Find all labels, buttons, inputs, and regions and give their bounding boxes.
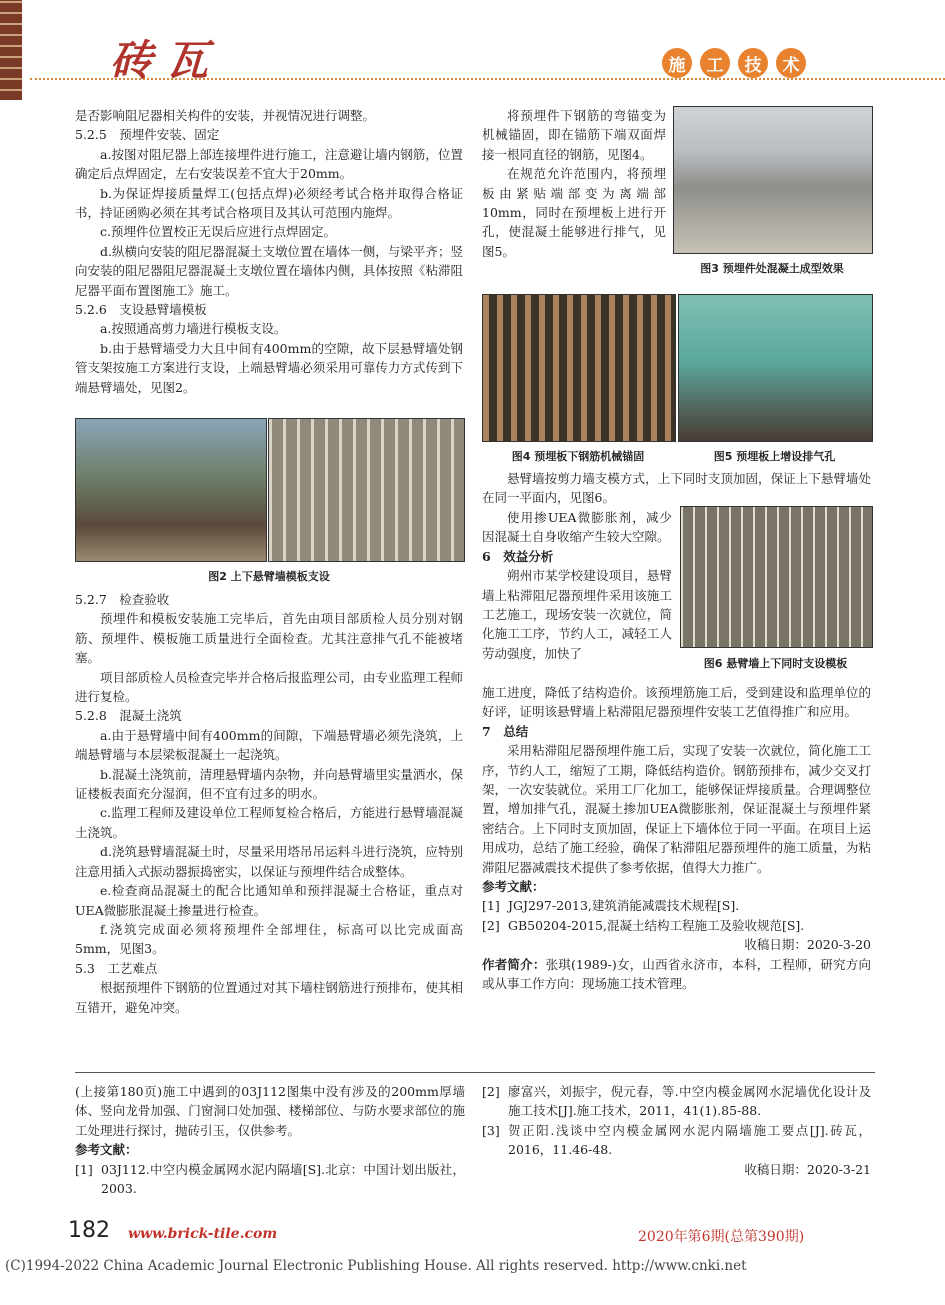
- section-separator: [75, 1072, 875, 1073]
- section-tags: [662, 48, 806, 78]
- paragraph: b.混凝土浇筑前，清理悬臂墙内杂物，并向悬臂墙里实量洒水，保证楼板表面充分湿润，但不宜有过多的明水。: [75, 766, 463, 802]
- paragraph: 朔州市某学校建设项目，悬臂墙上粘滞阻尼器预埋件采用该施工工艺施工，现场安装一次就位，简化施工工序，节约人工，减轻工人劳动强度，加快了: [482, 568, 672, 661]
- right-column-narrow: [482, 508, 672, 663]
- paragraph: 预埋件和模板安装施工完毕后，首先由项目部质检人员分别对钢筋、预埋件、模板施工质量进行全面检查。尤其注意排气孔不能被堵塞。: [75, 611, 463, 666]
- figure-3-photo: [673, 106, 873, 254]
- received-date: 收稿日期：2020-3-20: [744, 937, 871, 953]
- paragraph: d.纵横向安装的阻尼器混凝土支墩位置在墙体一侧，与梁平齐；竖向安装的阻尼器阻尼器混凝土支墩位置在墙体内侧，具体按照《粘滞阻尼器平面布置图施工》施工。: [75, 243, 463, 298]
- references-title: 参考文献：: [75, 1142, 138, 1158]
- author-bio: 作者简介：张琪(1989-)女，山西省永济市，本科，工程师，研究方向或从事工作方向：现场施工技术管理。: [482, 956, 871, 992]
- issue-info: 2020年第6期(总第390期): [638, 1229, 805, 1245]
- paragraph: e.检查商品混凝土的配合比通知单和预拌混凝土合格证，重点对UEA微膨胀混凝土掺量进行检查。: [75, 883, 463, 918]
- section-tag: 术: [776, 48, 806, 78]
- section-heading: 5.2.7 检查验收: [75, 592, 170, 607]
- page-number: 182: [68, 1218, 110, 1243]
- section-heading: 5.2.6 支设悬臂墙模板: [75, 302, 207, 318]
- figure-4-photo: [482, 294, 676, 442]
- figure-2a-photo: [75, 418, 267, 562]
- reference-item: [2] GB50204-2015,混凝土结构工程施工及验收规范[S].: [482, 917, 805, 933]
- paragraph: 项目部质检人员检查完毕并合格后报监理公司，由专业监理工程师进行复检。: [75, 669, 463, 705]
- paragraph: c.监理工程师及建设单位工程师复检合格后，方能进行悬臂墙混凝土浇筑。: [75, 805, 463, 840]
- paragraph: 悬臂墙按剪力墙支模方式，上下同时支顶加固，保证上下悬臂墙处在同一平面内，见图6。: [482, 471, 871, 506]
- paragraph: 使用掺UEA微膨胀剂，减少因混凝土自身收缩产生较大空隙。: [482, 510, 672, 545]
- paragraph: a.按照通高剪力墙进行模板支设。: [100, 321, 287, 337]
- paragraph: 在规范允许范围内，将预埋板由紧贴端部变为离端部10mm，同时在预埋板上进行开孔，使混凝土能够进行排气，见图5。: [482, 166, 666, 259]
- left-column-bottom: [75, 590, 463, 1017]
- figure-6-photo: [680, 506, 873, 648]
- paragraph: c.预埋件位置校正无误后应进行点焊固定。: [100, 224, 336, 240]
- paragraph: b.由于悬臂墙受力大且中间有400mm的空隙，故下层悬臂墙处钢管支架按施工方案进行支设，上端悬臂墙必须采用可靠传力方式传到下端悬臂墙处，见图2。: [75, 340, 463, 395]
- paragraph: 采用粘滞阻尼器预埋件施工后，实现了安装一次就位，简化施工工序，节约人工，缩短了工期，降低结构造价。钢筋预排布，减少交叉打架，一次安装就位。采用工厂化加工，能够保证焊接质量。合理调整位置，增加排气孔，混凝土掺加UEA微膨胀剂，保证混凝土与预埋件紧密结合。上下同时支顶加固，保证上下墙体位于同一平面。在项目上运用成功，总结了施工经验，确保了粘滞阻尼器预埋件的施工质量，为粘滞阻尼器减震技术提供了参考依据，值得大力推广。: [482, 743, 871, 875]
- section-heading: 5.2.8 混凝土浇筑: [75, 708, 182, 724]
- figure-4-caption: 图4 预埋板下钢筋机械锚固: [511, 450, 645, 463]
- figure-2-caption: 图2 上下悬臂墙模板支设: [208, 570, 330, 583]
- author-label: 作者简介：: [482, 956, 546, 972]
- paragraph: 是否影响阻尼器相关构件的安装，并视情况进行调整。: [75, 108, 376, 123]
- left-column-top: [75, 106, 463, 397]
- header-divider: [30, 78, 945, 80]
- reference-item: [3] 贺正阳.浅谈中空内模金属网水泥内隔墙施工要点[J].砖瓦，2016，11.46-48.: [482, 1122, 871, 1158]
- website-link[interactable]: www.brick-tile.com: [128, 1226, 278, 1242]
- section-tag: 施: [662, 48, 692, 78]
- section-tag: 工: [700, 48, 730, 78]
- section-heading: 参考文献：: [482, 879, 545, 895]
- section-heading: 6 效益分析: [482, 548, 554, 564]
- paragraph: f.浇筑完成面必须将预埋件全部埋住，标高可以比完成面高5mm，见图3。: [75, 921, 463, 957]
- reference-item: [1] 03J112.中空内模金属网水泥内隔墙[S].北京：中国计划出版社，2003.: [75, 1161, 465, 1197]
- continued-paragraph: (上接第180页)施工中遇到的03J112图集中没有涉及的200mm厚墙体、竖向龙骨加强、门窗洞口处加强、楼梯部位、与防水要求部位的施工处理进行探讨，抛砖引玉，仅供参考。: [75, 1084, 465, 1138]
- paragraph: b.为保证焊接质量焊工(包括点焊)必须经考试合格并取得合格证书，持证函购必须在其考试合格项目及其认可范围内施焊。: [75, 185, 463, 221]
- figure-5-caption: 图5 预埋板上增设排气孔: [713, 450, 836, 463]
- section-heading: 5.3 工艺难点: [75, 960, 158, 976]
- journal-logo: 砖瓦: [110, 36, 223, 85]
- bottom-left-column: [75, 1082, 465, 1198]
- reference-list: [482, 896, 871, 935]
- received-date: 收稿日期：2020-3-21: [744, 1161, 871, 1177]
- paragraph: a.按图对阻尼器上部连接埋件进行施工，注意避让墙内钢筋，位置确定后点焊固定，左右安装误差不宜大于20mm。: [75, 146, 463, 182]
- figure-2b-photo: [268, 418, 465, 562]
- section-heading: 7 总结: [482, 723, 529, 739]
- brick-texture: [0, 0, 22, 100]
- paragraph: 施工进度，降低了结构造价。该预埋筋施工后，受到建设和监理单位的好评，证明该悬臂墙上粘滞阻尼器预埋件安装工艺值得推广和应用。: [482, 685, 871, 720]
- right-column-bottom: [482, 683, 871, 994]
- right-column-mid: [482, 469, 871, 508]
- figure-3-caption: 图3 预埋件处混凝土成型效果: [700, 262, 844, 275]
- figure-5-photo: [678, 294, 873, 442]
- copyright-line: (C)1994-2022 China Academic Journal Electronic Publishing House. All rights reserved. http://www.cnki.net: [5, 1258, 747, 1274]
- reference-item: [2] 廖富兴，刘振宇，倪元春，等.中空内模金属网水泥墙优化设计及施工技术[J].施工技术，2011，41(1).85-88.: [482, 1084, 871, 1119]
- section-tag: 技: [738, 48, 768, 78]
- bottom-right-column: [482, 1082, 871, 1179]
- paragraph: 将预埋件下钢筋的弯锚变为机械锚固，即在锚筋下端双面焊接一根同直径的钢筋，见图4。: [482, 108, 666, 162]
- paragraph: a.由于悬臂墙中间有400mm的间隙，下端悬臂墙必须先浇筑，上端悬臂墙与本层梁板混凝土一起浇筑。: [75, 727, 463, 763]
- figure-6-caption: 图6 悬臂墙上下同时支设模板: [703, 657, 848, 670]
- paragraph: d.浇筑悬臂墙混凝土时，尽量采用塔吊吊运料斗进行浇筑，应特别注意用插入式振动器振捣密实，以保证与预埋件结合成整体。: [75, 844, 463, 879]
- paragraph: 根据预埋件下钢筋的位置通过对其下墙柱钢筋进行预排布，使其相互错开，避免冲突。: [75, 980, 463, 1015]
- section-heading: 5.2.5 预埋件安装、固定: [75, 127, 220, 143]
- reference-item: [1] JGJ297-2013,建筑消能减震技术规程[S].: [482, 898, 740, 914]
- right-column-top: [482, 106, 666, 261]
